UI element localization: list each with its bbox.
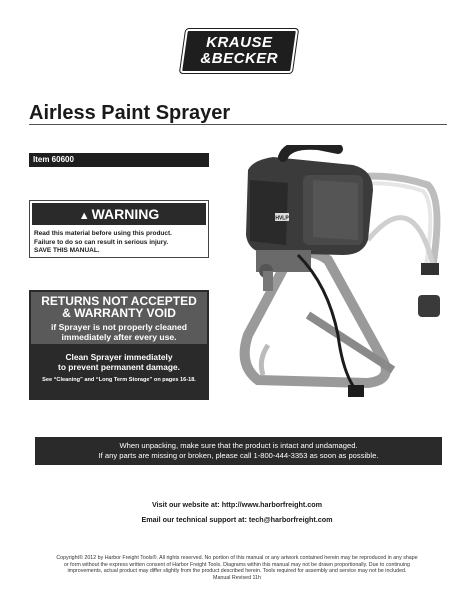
unpack-line1: When unpacking, make sure that the product is intact and undamaged.: [119, 441, 358, 450]
logo-line1: KRAUSE: [206, 34, 273, 51]
website-link[interactable]: Visit our website at: http://www.harborfreight.com: [151, 500, 323, 509]
item-number-bar: Item 60600: [29, 153, 209, 167]
unpack-line2: If any parts are missing or broken, please call 1-800-444-3353 as soon as possible.: [98, 451, 379, 460]
manual-revision: Manual Revised 11h: [213, 574, 261, 581]
returns-sub1: if Sprayer is not properly cleaned: [50, 322, 188, 332]
warning-box: [29, 200, 209, 258]
returns-clean-section: [29, 344, 209, 383]
krause-becker-logo: [180, 29, 298, 73]
email-link[interactable]: Email our technical support at: tech@harborfreight.com: [141, 515, 333, 524]
warning-text: [30, 227, 208, 259]
returns-heading2: & WARRANTY VOID: [62, 306, 176, 320]
see-pages-note: See “Cleaning” and “Long Term Storage” on pages 16-18.: [42, 377, 196, 383]
returns-header: [31, 292, 207, 344]
clean-line1: Clean Sprayer immediately: [65, 352, 173, 362]
page-title: Airless Paint Sprayer: [29, 102, 231, 124]
logo-line2: &BECKER: [200, 50, 279, 67]
warning-line: SAVE THIS MANUAL.: [34, 247, 100, 254]
returns-sub2: immediately after every use.: [61, 332, 177, 342]
warning-heading: [32, 203, 206, 225]
warning-triangle-icon: ▲: [78, 210, 90, 222]
copyright-line: or form without the express written consent of Harbor Freight Tools. Diagrams within this manual may not be drawn proportionally. Due to continuing: [63, 561, 411, 568]
warning-line: Failure to do so can result in serious injury.: [34, 238, 169, 246]
unpacking-notice: [35, 437, 442, 465]
title-rule: [29, 124, 447, 125]
returns-notice: [29, 290, 209, 400]
returns-heading1: RETURNS NOT ACCEPTED: [41, 294, 197, 308]
copyright-line: Copyright© 2012 by Harbor Freight Tools®. All rights reserved. No portion of this manual or any artwork contained herein may be reproduced in any shape: [56, 555, 418, 561]
copyright-line: improvements, actual product may differ slightly from the product described herein. Tools required for assembly and service may not be included.: [67, 568, 407, 574]
warning-line: Read this material before using this product.: [34, 230, 172, 237]
warning-heading-text: WARNING: [91, 206, 160, 222]
product-label-text: HVLP: [275, 215, 289, 222]
copyright-notice: [30, 555, 444, 581]
paint-sprayer-image: [218, 145, 458, 415]
clean-line2: to prevent permanent damage.: [58, 362, 180, 372]
